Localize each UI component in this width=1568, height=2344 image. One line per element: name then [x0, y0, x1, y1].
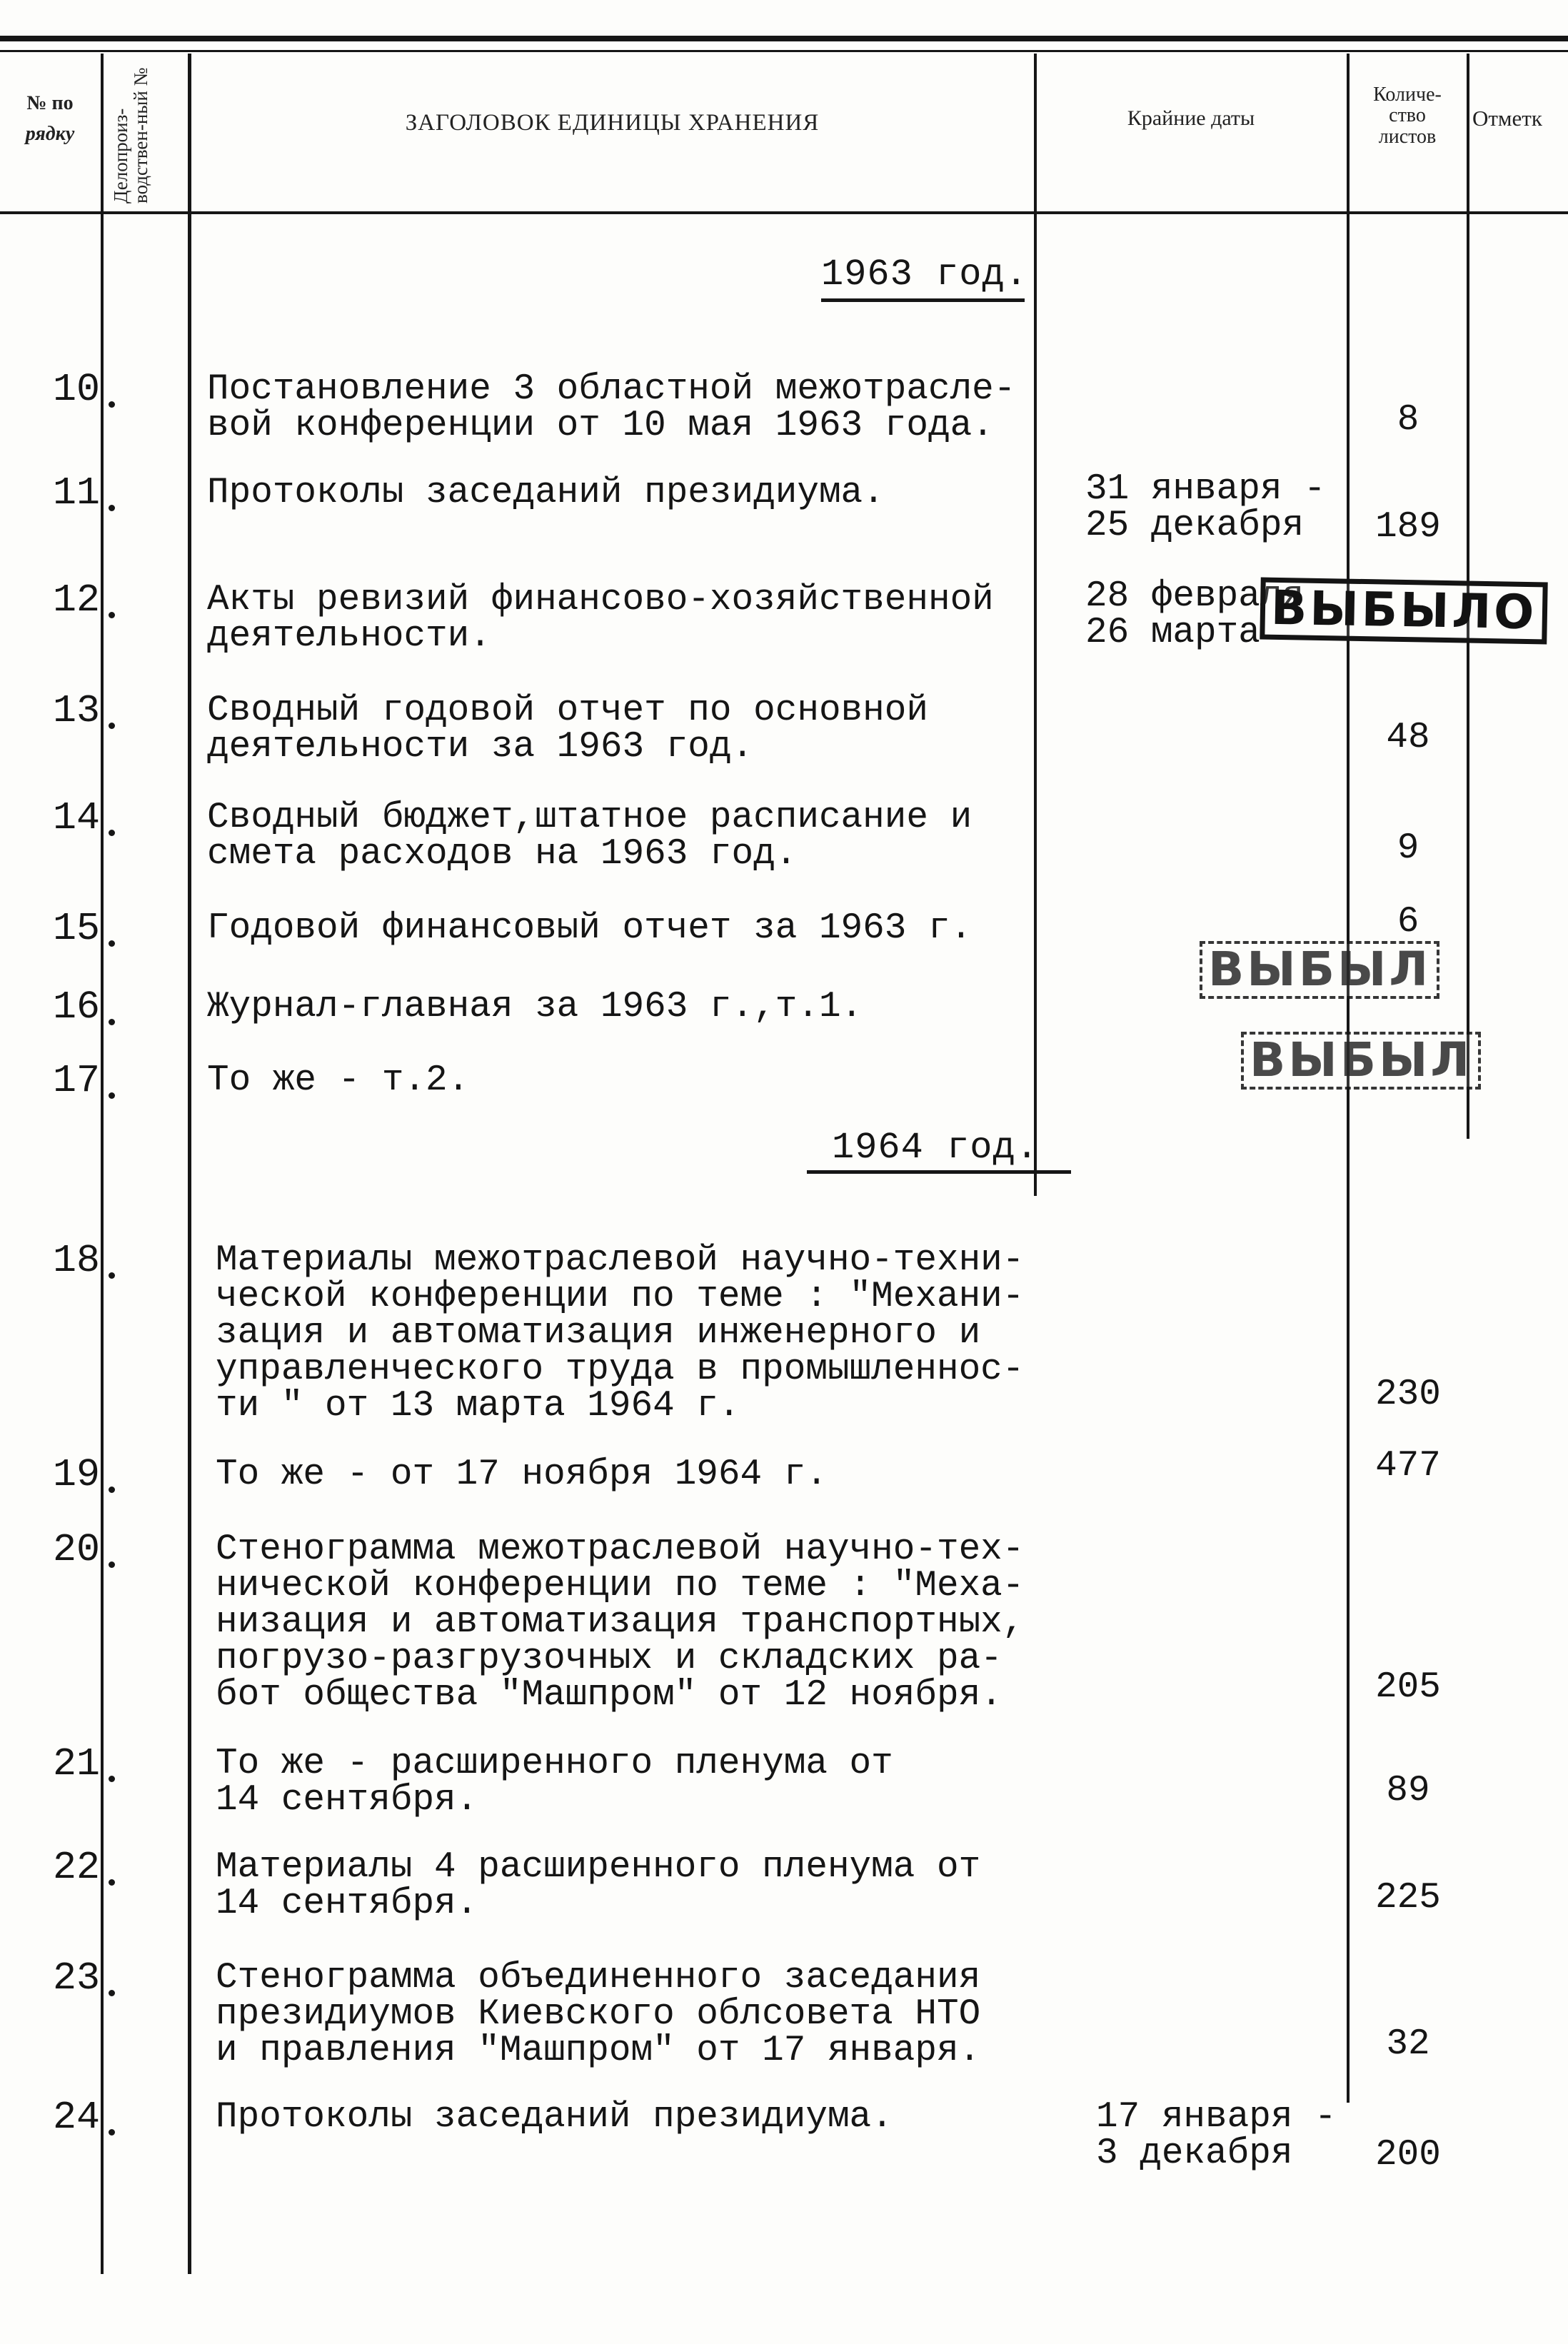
header-col-sheets	[1350, 84, 1465, 147]
row-number: 11	[52, 471, 100, 515]
row-dates	[1096, 2099, 1337, 2172]
header-col-dates: Крайние даты	[1127, 106, 1255, 130]
row-title-line: 14 сентября.	[216, 1883, 478, 1924]
row-number: 10	[52, 367, 100, 412]
row-title-line: смета расходов на 1963 год.	[207, 834, 798, 875]
row-number: 23	[52, 1956, 100, 2001]
row-number: 12	[52, 578, 100, 623]
row-title-line: Протоколы заседаний президиума.	[207, 473, 885, 513]
row-dates-line: 17 января -	[1096, 2097, 1337, 2138]
row-title-line: управленческого труда в промышленнос-	[216, 1349, 1025, 1390]
row-title	[207, 989, 1128, 1025]
row-sheets: 205	[1375, 1667, 1441, 1708]
row-sheets: 89	[1386, 1771, 1430, 1811]
row-number-dot	[109, 1561, 115, 1568]
row-number: 19	[52, 1452, 100, 1497]
row-sheets: 225	[1375, 1878, 1441, 1918]
row-title-line: деятельности.	[207, 616, 491, 657]
row-number: 18	[52, 1238, 100, 1283]
row-title	[207, 798, 1128, 875]
year-underline-1963	[821, 298, 1025, 302]
row-title-line: деятельности за 1963 год.	[207, 727, 754, 768]
row-title-line: То же - расширенного пленума от	[216, 1744, 893, 1784]
row-sheets: 189	[1375, 507, 1441, 548]
header-col-sheets-line3: листов	[1378, 125, 1437, 148]
row-title	[207, 690, 1128, 768]
row-number-dot	[109, 1487, 115, 1493]
row-title	[207, 475, 1128, 511]
row-title	[207, 1062, 1128, 1099]
row-dates-line: 28 февраля	[1085, 576, 1305, 617]
year-heading-1964: 1964 год.	[832, 1127, 1039, 1169]
row-number: 17	[52, 1058, 100, 1103]
row-title-line: ти " от 13 марта 1964 г.	[216, 1386, 740, 1427]
row-number: 20	[52, 1527, 100, 1572]
header-col-number-line1: № по	[26, 92, 74, 114]
row-title	[207, 910, 1128, 947]
row-title-line: Годовой финансовый отчет за 1963 г.	[207, 908, 973, 949]
row-title-line: Стенограмма межотраслевой научно-тех-	[216, 1529, 1025, 1570]
row-title-line: Материалы межотраслевой научно-техни-	[216, 1240, 1025, 1281]
top-border-thin	[0, 50, 1568, 52]
row-number-dot	[109, 1990, 115, 1996]
row-sheets: 477	[1375, 1446, 1441, 1487]
row-title-line: Стенограмма объединенного заседания	[216, 1958, 981, 1998]
row-dates	[1085, 471, 1326, 544]
row-number-dot	[109, 505, 115, 511]
row-dates-line: 26 марта	[1085, 613, 1260, 653]
row-number: 22	[52, 1845, 100, 1890]
row-dates-line: 25 декабря	[1085, 505, 1305, 546]
stamp-vybyl-2: ВЫБЫЛ	[1200, 941, 1439, 999]
row-title-line: и правления "Машпром" от 17 января.	[216, 2031, 981, 2071]
header-bottom-rule	[0, 211, 1568, 214]
stamp-vybylo-1: ВЫБЫЛО	[1260, 577, 1548, 644]
row-title-line: бот общества "Машпром" от 12 ноября.	[216, 1675, 1002, 1716]
row-title-line: вой конференции от 10 мая 1963 года.	[207, 406, 994, 446]
row-title	[216, 1960, 1137, 2069]
row-title-line: Постановление 3 областной межотрасле-	[207, 369, 1016, 410]
header-col-office: Делопроиз-водствен-ный №	[110, 67, 152, 203]
row-number: 13	[52, 688, 100, 733]
row-number-dot	[109, 1272, 115, 1279]
row-sheets: 8	[1397, 400, 1419, 441]
row-title-line: ческой конференции по теме : "Механи-	[216, 1277, 1025, 1317]
row-number-dot	[109, 830, 115, 836]
row-number-dot	[109, 1092, 115, 1099]
year-heading-1963: 1963 год.	[821, 253, 1028, 296]
row-number-dot	[109, 401, 115, 408]
col-divider-2	[188, 54, 191, 2274]
row-dates-line: 3 декабря	[1096, 2133, 1293, 2174]
row-title	[207, 371, 1128, 444]
row-title-line: Сводный бюджет,штатное расписание и	[207, 798, 973, 838]
row-number: 14	[52, 795, 100, 840]
row-title-line: Материалы 4 расширенного пленума от	[216, 1847, 981, 1888]
year-underline-1964	[807, 1170, 1071, 1174]
header-col-notes: Отметк	[1472, 106, 1542, 131]
row-sheets: 230	[1375, 1374, 1441, 1415]
row-number-dot	[109, 723, 115, 729]
header-col-number	[0, 93, 100, 145]
row-sheets: 9	[1397, 828, 1419, 869]
row-title-line: Сводный годовой отчет по основной	[207, 690, 928, 731]
row-sheets: 32	[1386, 2024, 1430, 2065]
row-title	[216, 1531, 1137, 1714]
row-sheets: 48	[1386, 718, 1430, 758]
row-dates-line: 31 января -	[1085, 469, 1326, 510]
row-title-line: президиумов Киевского облсовета НТО	[216, 1994, 981, 2035]
row-title-line: низация и автоматизация транспортных,	[216, 1602, 1025, 1643]
row-number-dot	[109, 940, 115, 947]
row-number: 16	[52, 985, 100, 1030]
row-title	[207, 582, 1128, 655]
row-number-dot	[109, 1879, 115, 1886]
row-title	[216, 1746, 1137, 1819]
row-number-dot	[109, 612, 115, 618]
row-title-line: Журнал-главная за 1963 г.,т.1.	[207, 987, 863, 1027]
header-col-title: ЗАГОЛОВОК ЕДИНИЦЫ ХРАНЕНИЯ	[405, 110, 820, 136]
row-title	[216, 1849, 1137, 1922]
top-border	[0, 36, 1568, 41]
col-divider-1	[101, 54, 104, 2274]
row-title-line: Протоколы заседаний президиума.	[216, 2097, 893, 2138]
row-title-line: зация и автоматизация инженерного и	[216, 1313, 981, 1354]
row-number-dot	[109, 1776, 115, 1782]
header-col-sheets-line1: Количе-	[1373, 84, 1442, 106]
row-title-line: То же - от 17 ноября 1964 г.	[216, 1454, 828, 1495]
row-sheets: 6	[1397, 902, 1419, 942]
header-col-number-line2: рядку	[25, 123, 75, 146]
row-title-line: 14 сентября.	[216, 1780, 478, 1821]
row-number: 21	[52, 1741, 100, 1786]
row-title	[216, 2099, 1137, 2136]
row-title	[216, 1454, 1137, 1495]
row-number: 15	[52, 906, 100, 951]
row-title-line: погрузо-разгрузочных и складских ра-	[216, 1639, 1002, 1679]
row-number-dot	[109, 1019, 115, 1025]
row-number-dot	[109, 2129, 115, 2136]
row-title	[216, 1240, 1137, 1427]
stamp-vybyl-3: ВЫБЫЛ	[1241, 1032, 1481, 1090]
row-title-line: То же - т.2.	[207, 1060, 470, 1101]
row-title-line: Акты ревизий финансово-хозяйственной	[207, 580, 994, 620]
row-title-line: нической конференции по теме : "Меха-	[216, 1566, 1025, 1606]
row-sheets: 200	[1375, 2135, 1441, 2176]
header-col-sheets-line2: ство	[1389, 104, 1426, 127]
row-number: 24	[52, 2095, 100, 2140]
